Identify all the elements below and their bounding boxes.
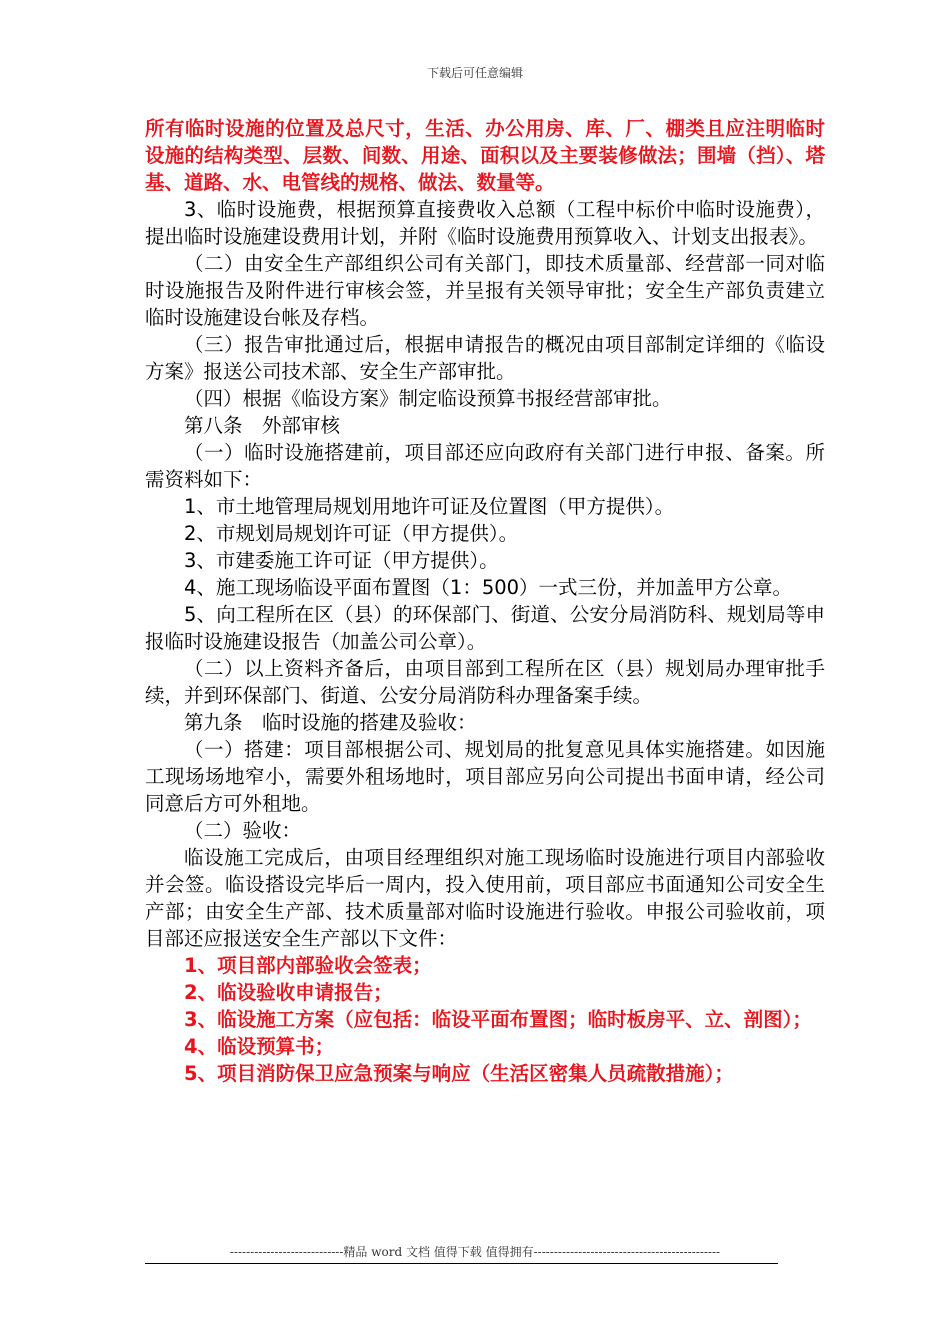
paragraph-review-2: （二）由安全生产部组织公司有关部门，即技术质量部、经营部一同对临时设施报告及附件进行审核会签，并呈报有关领导审批；安全生产部负责建立临时设施建设台帐及存档。 bbox=[145, 252, 825, 329]
paragraph-external-2: （二）以上资料齐备后，由项目部到工程所在区（县）规划局办理审批手续，并到环保部门、街道、公安分局消防科办理备案手续。 bbox=[145, 657, 825, 707]
footer-note: ----------------------------精品 word 文档 值得下载 值得拥有---------------------------------------------- bbox=[229, 1245, 721, 1259]
list-item-file-5: 5、项目消防保卫应急预案与响应（生活区密集人员疏散措施）； bbox=[184, 1062, 734, 1085]
list-item-doc-1: 1、市土地管理局规划用地许可证及位置图（甲方提供）。 bbox=[184, 495, 675, 518]
list-item-doc-5: 5、向工程所在区（县）的环保部门、街道、公安分局消防科、规划局等申报临时设施建设报告（加盖公司公章）。 bbox=[145, 603, 825, 653]
list-item-doc-2: 2、市规划局规划许可证（甲方提供）。 bbox=[184, 522, 519, 545]
list-item-doc-4: 4、施工现场临设平面布置图（1：500）一式三份，并加盖甲方公章。 bbox=[184, 576, 793, 599]
list-item-file-1: 1、项目部内部验收会签表； bbox=[184, 954, 432, 977]
paragraph-review-3: （三）报告审批通过后，根据申请报告的概况由项目部制定详细的《临设方案》报送公司技术部、安全生产部审批。 bbox=[145, 333, 825, 383]
list-item-file-3: 3、临设施工方案（应包括：临设平面布置图；临时板房平、立、剖图）； bbox=[184, 1008, 812, 1031]
paragraph-facility-requirements: 所有临时设施的位置及总尺寸，生活、办公用房、库、厂、棚类且应注明临时设施的结构类型、层数、间数、用途、面积以及主要装修做法；围墙（挡）、塔基、道路、水、电管线的规格、做法、数量等。 bbox=[145, 117, 825, 194]
list-item-doc-3: 3、市建委施工许可证（甲方提供）。 bbox=[184, 549, 499, 572]
paragraph-item-3-fee: 3、临时设施费，根据预算直接费收入总额（工程中标价中临时设施费），提出临时设施建设费用计划，并附《临时设施费用预算收入、计划支出报表》。 bbox=[145, 198, 825, 248]
document-body bbox=[145, 115, 825, 1087]
footer-divider bbox=[145, 1263, 778, 1264]
header-note: 下载后可任意编辑 bbox=[426, 66, 523, 80]
list-item-file-4: 4、临设预算书； bbox=[184, 1035, 335, 1058]
list-item-file-2: 2、临设验收申请报告； bbox=[184, 981, 393, 1004]
paragraph-external-1: （一）临时设施搭建前，项目部还应向政府有关部门进行申报、备案。所需资料如下： bbox=[145, 441, 825, 491]
paragraph-acceptance-body: 临设施工完成后，由项目经理组织对施工现场临时设施进行项目内部验收并会签。临设搭设完毕后一周内，投入使用前，项目部应书面通知公司安全生产部；由安全生产部、技术质量部对临时设施进行验收。申报公司验收前，项目部还应报送安全生产部以下文件： bbox=[145, 846, 825, 950]
section-heading-article-8: 第八条 外部审核 bbox=[184, 414, 341, 437]
section-heading-article-9: 第九条 临时设施的搭建及验收： bbox=[184, 711, 477, 734]
paragraph-construction: （一）搭建：项目部根据公司、规划局的批复意见具体实施搭建。如因施工现场场地窄小，需要外租场地时，项目部应另向公司提出书面申请，经公司同意后方可外租地。 bbox=[145, 738, 825, 815]
paragraph-acceptance-heading: （二）验收： bbox=[184, 819, 302, 842]
paragraph-review-4: （四）根据《临设方案》制定临设预算书报经营部审批。 bbox=[184, 387, 672, 410]
